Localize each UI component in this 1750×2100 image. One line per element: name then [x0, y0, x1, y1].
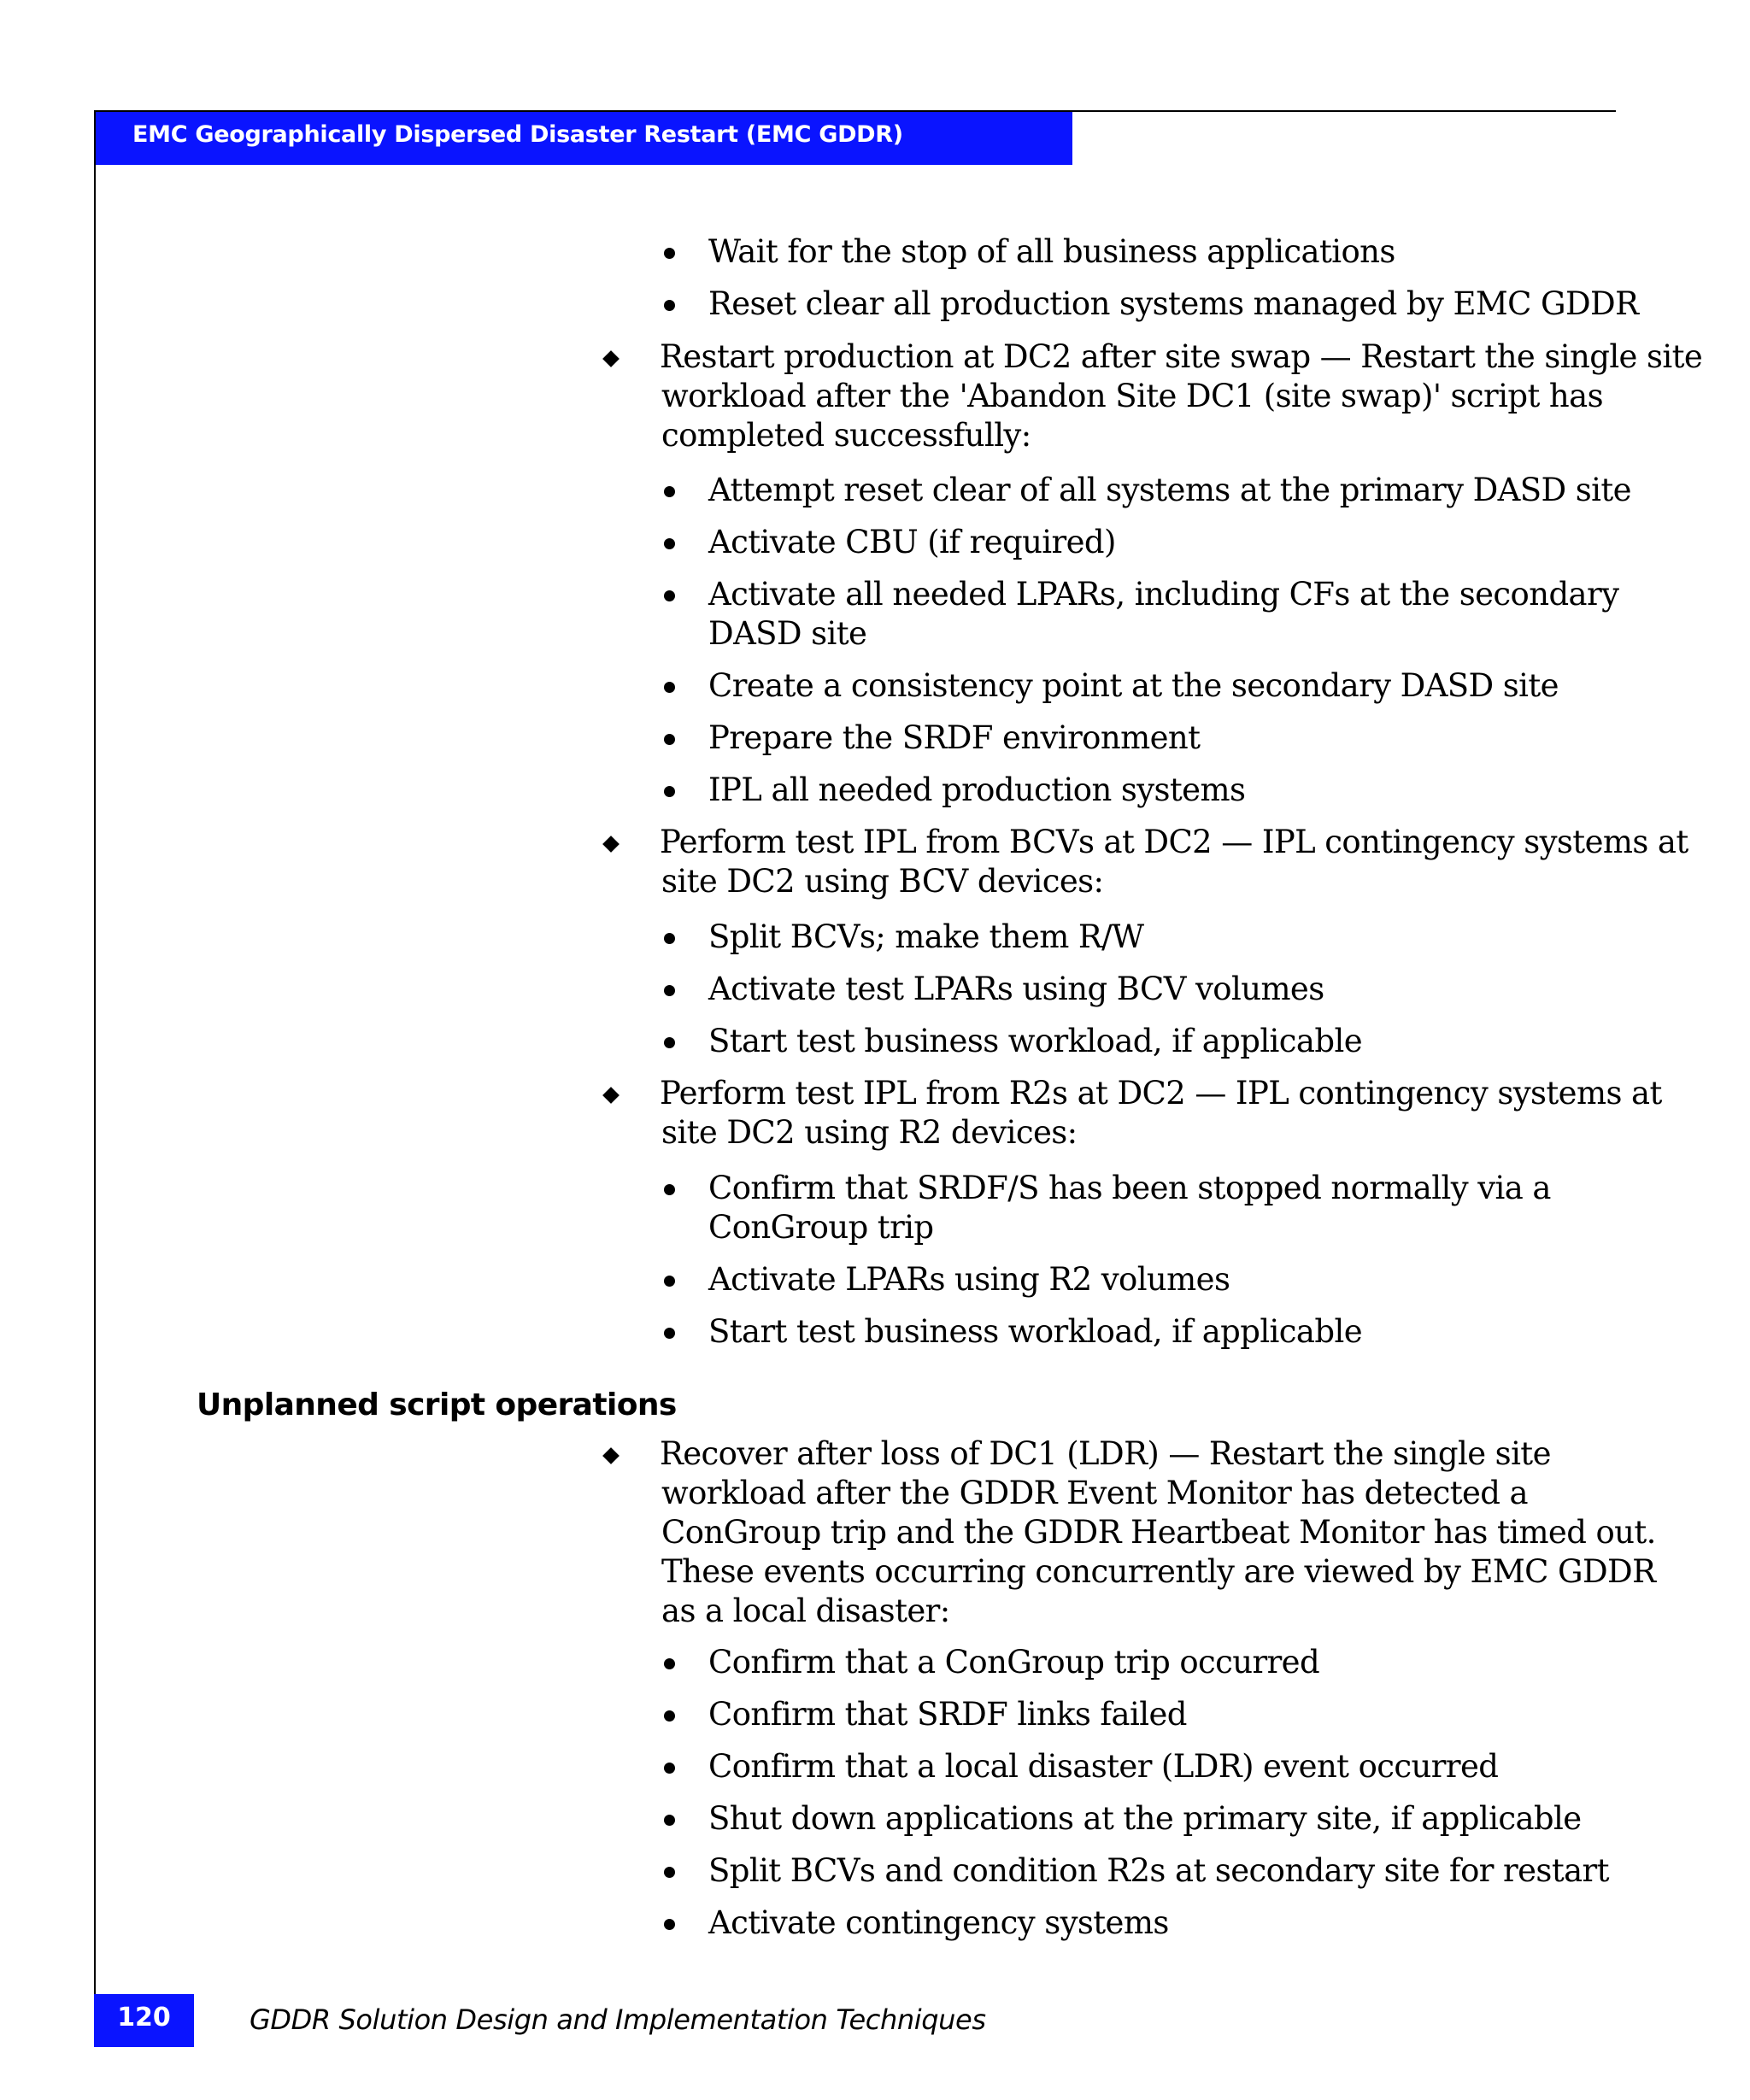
- item-line: workload after the GDDR Event Monitor has detected a: [661, 1475, 1528, 1511]
- diamond-bullet: [602, 350, 620, 367]
- bullet-dot: [664, 248, 675, 259]
- bullet-item: [708, 575, 1618, 654]
- bullet-dot: [664, 1710, 675, 1722]
- item-line: completed successfully:: [661, 417, 1031, 454]
- list-item-test-ipl-bcv: [661, 823, 1688, 901]
- bullet-item: Activate test LPARs using BCV volumes: [708, 971, 1324, 1007]
- bullet-dot: [664, 985, 675, 996]
- bullet-dot: [664, 1658, 675, 1669]
- item-line: Perform test IPL from R2s at DC2 — IPL contingency systems at: [660, 1075, 1662, 1112]
- item-line: as a local disaster:: [661, 1593, 950, 1629]
- item-line: Perform test IPL from BCVs at DC2 — IPL contingency systems at: [660, 824, 1688, 860]
- bullet-dot: [664, 1867, 675, 1878]
- item-line: Restart production at DC2 after site swap — Restart the single site: [660, 338, 1703, 375]
- bullet-dot: [664, 933, 675, 944]
- bullet-dot: [664, 786, 675, 797]
- bullet-item: Prepare the SRDF environment: [708, 719, 1201, 756]
- bullet-item: Start test business workload, if applicable: [708, 1023, 1362, 1059]
- bullet-item: Split BCVs and condition R2s at secondary site for restart: [708, 1852, 1609, 1889]
- bullet-item: Split BCVs; make them R/W: [708, 918, 1144, 955]
- bullet-dot: [664, 1763, 675, 1774]
- page-number: 120: [117, 2003, 171, 2033]
- bullet-item: Shut down applications at the primary site, if applicable: [708, 1800, 1582, 1837]
- list-item-recover-ldr: [661, 1434, 1656, 1631]
- bullet-item: Confirm that a local disaster (LDR) event occurred: [708, 1748, 1499, 1785]
- bullet-item: [708, 1169, 1551, 1247]
- bullet-dot: [664, 1328, 675, 1339]
- bullet-item: IPL all needed production systems: [708, 771, 1246, 808]
- bullet-dot: [664, 486, 675, 497]
- bullet-dot: [664, 300, 675, 311]
- bullet-item: Start test business workload, if applicable: [708, 1313, 1362, 1350]
- bullet-item: Activate contingency systems: [708, 1904, 1169, 1941]
- item-line: Recover after loss of DC1 (LDR) — Restart the single site: [660, 1435, 1551, 1472]
- bullet-item: Reset clear all production systems managed by EMC GDDR: [708, 285, 1639, 322]
- item-line: These events occurring concurrently are viewed by EMC GDDR: [661, 1553, 1656, 1590]
- diamond-bullet: [602, 836, 620, 853]
- item-line: workload after the 'Abandon Site DC1 (site swap)' script has: [661, 378, 1603, 414]
- bullet-line: DASD site: [708, 615, 867, 652]
- bullet-item: Create a consistency point at the secondary DASD site: [708, 667, 1559, 704]
- bullet-dot: [664, 734, 675, 745]
- diamond-bullet: [602, 1087, 620, 1104]
- item-line: site DC2 using BCV devices:: [661, 863, 1104, 900]
- list-item-test-ipl-r2: [661, 1074, 1662, 1153]
- bullet-item: Wait for the stop of all business applications: [708, 233, 1395, 270]
- bullet-dot: [664, 682, 675, 693]
- bullet-dot: [664, 1919, 675, 1930]
- left-margin-rule: [94, 110, 96, 2039]
- diamond-bullet: [602, 1447, 620, 1464]
- bullet-dot: [664, 590, 675, 601]
- running-header-title: EMC Geographically Dispersed Disaster Restart (EMC GDDR): [132, 121, 903, 148]
- bullet-item: Confirm that a ConGroup trip occurred: [708, 1644, 1320, 1681]
- bullet-dot: [664, 1037, 675, 1048]
- bullet-line: Activate all needed LPARs, including CFs at the secondary: [708, 576, 1619, 613]
- item-line: site DC2 using R2 devices:: [661, 1114, 1078, 1151]
- bullet-item: Attempt reset clear of all systems at the primary DASD site: [708, 472, 1631, 508]
- footer-title: GDDR Solution Design and Implementation Techniques: [250, 2003, 986, 2036]
- section-heading: Unplanned script operations: [197, 1387, 677, 1422]
- bullet-line: ConGroup trip: [708, 1209, 934, 1246]
- bullet-dot: [664, 1184, 675, 1195]
- list-item-restart-production: [661, 337, 1702, 455]
- bullet-dot: [664, 1276, 675, 1287]
- bullet-dot: [664, 538, 675, 549]
- bullet-line: Confirm that SRDF/S has been stopped normally via a: [708, 1170, 1551, 1206]
- bullet-item: Activate CBU (if required): [708, 524, 1116, 560]
- bullet-item: Activate LPARs using R2 volumes: [708, 1261, 1230, 1298]
- bullet-item: Confirm that SRDF links failed: [708, 1696, 1187, 1733]
- item-line: ConGroup trip and the GDDR Heartbeat Monitor has timed out.: [661, 1514, 1656, 1551]
- bullet-dot: [664, 1815, 675, 1826]
